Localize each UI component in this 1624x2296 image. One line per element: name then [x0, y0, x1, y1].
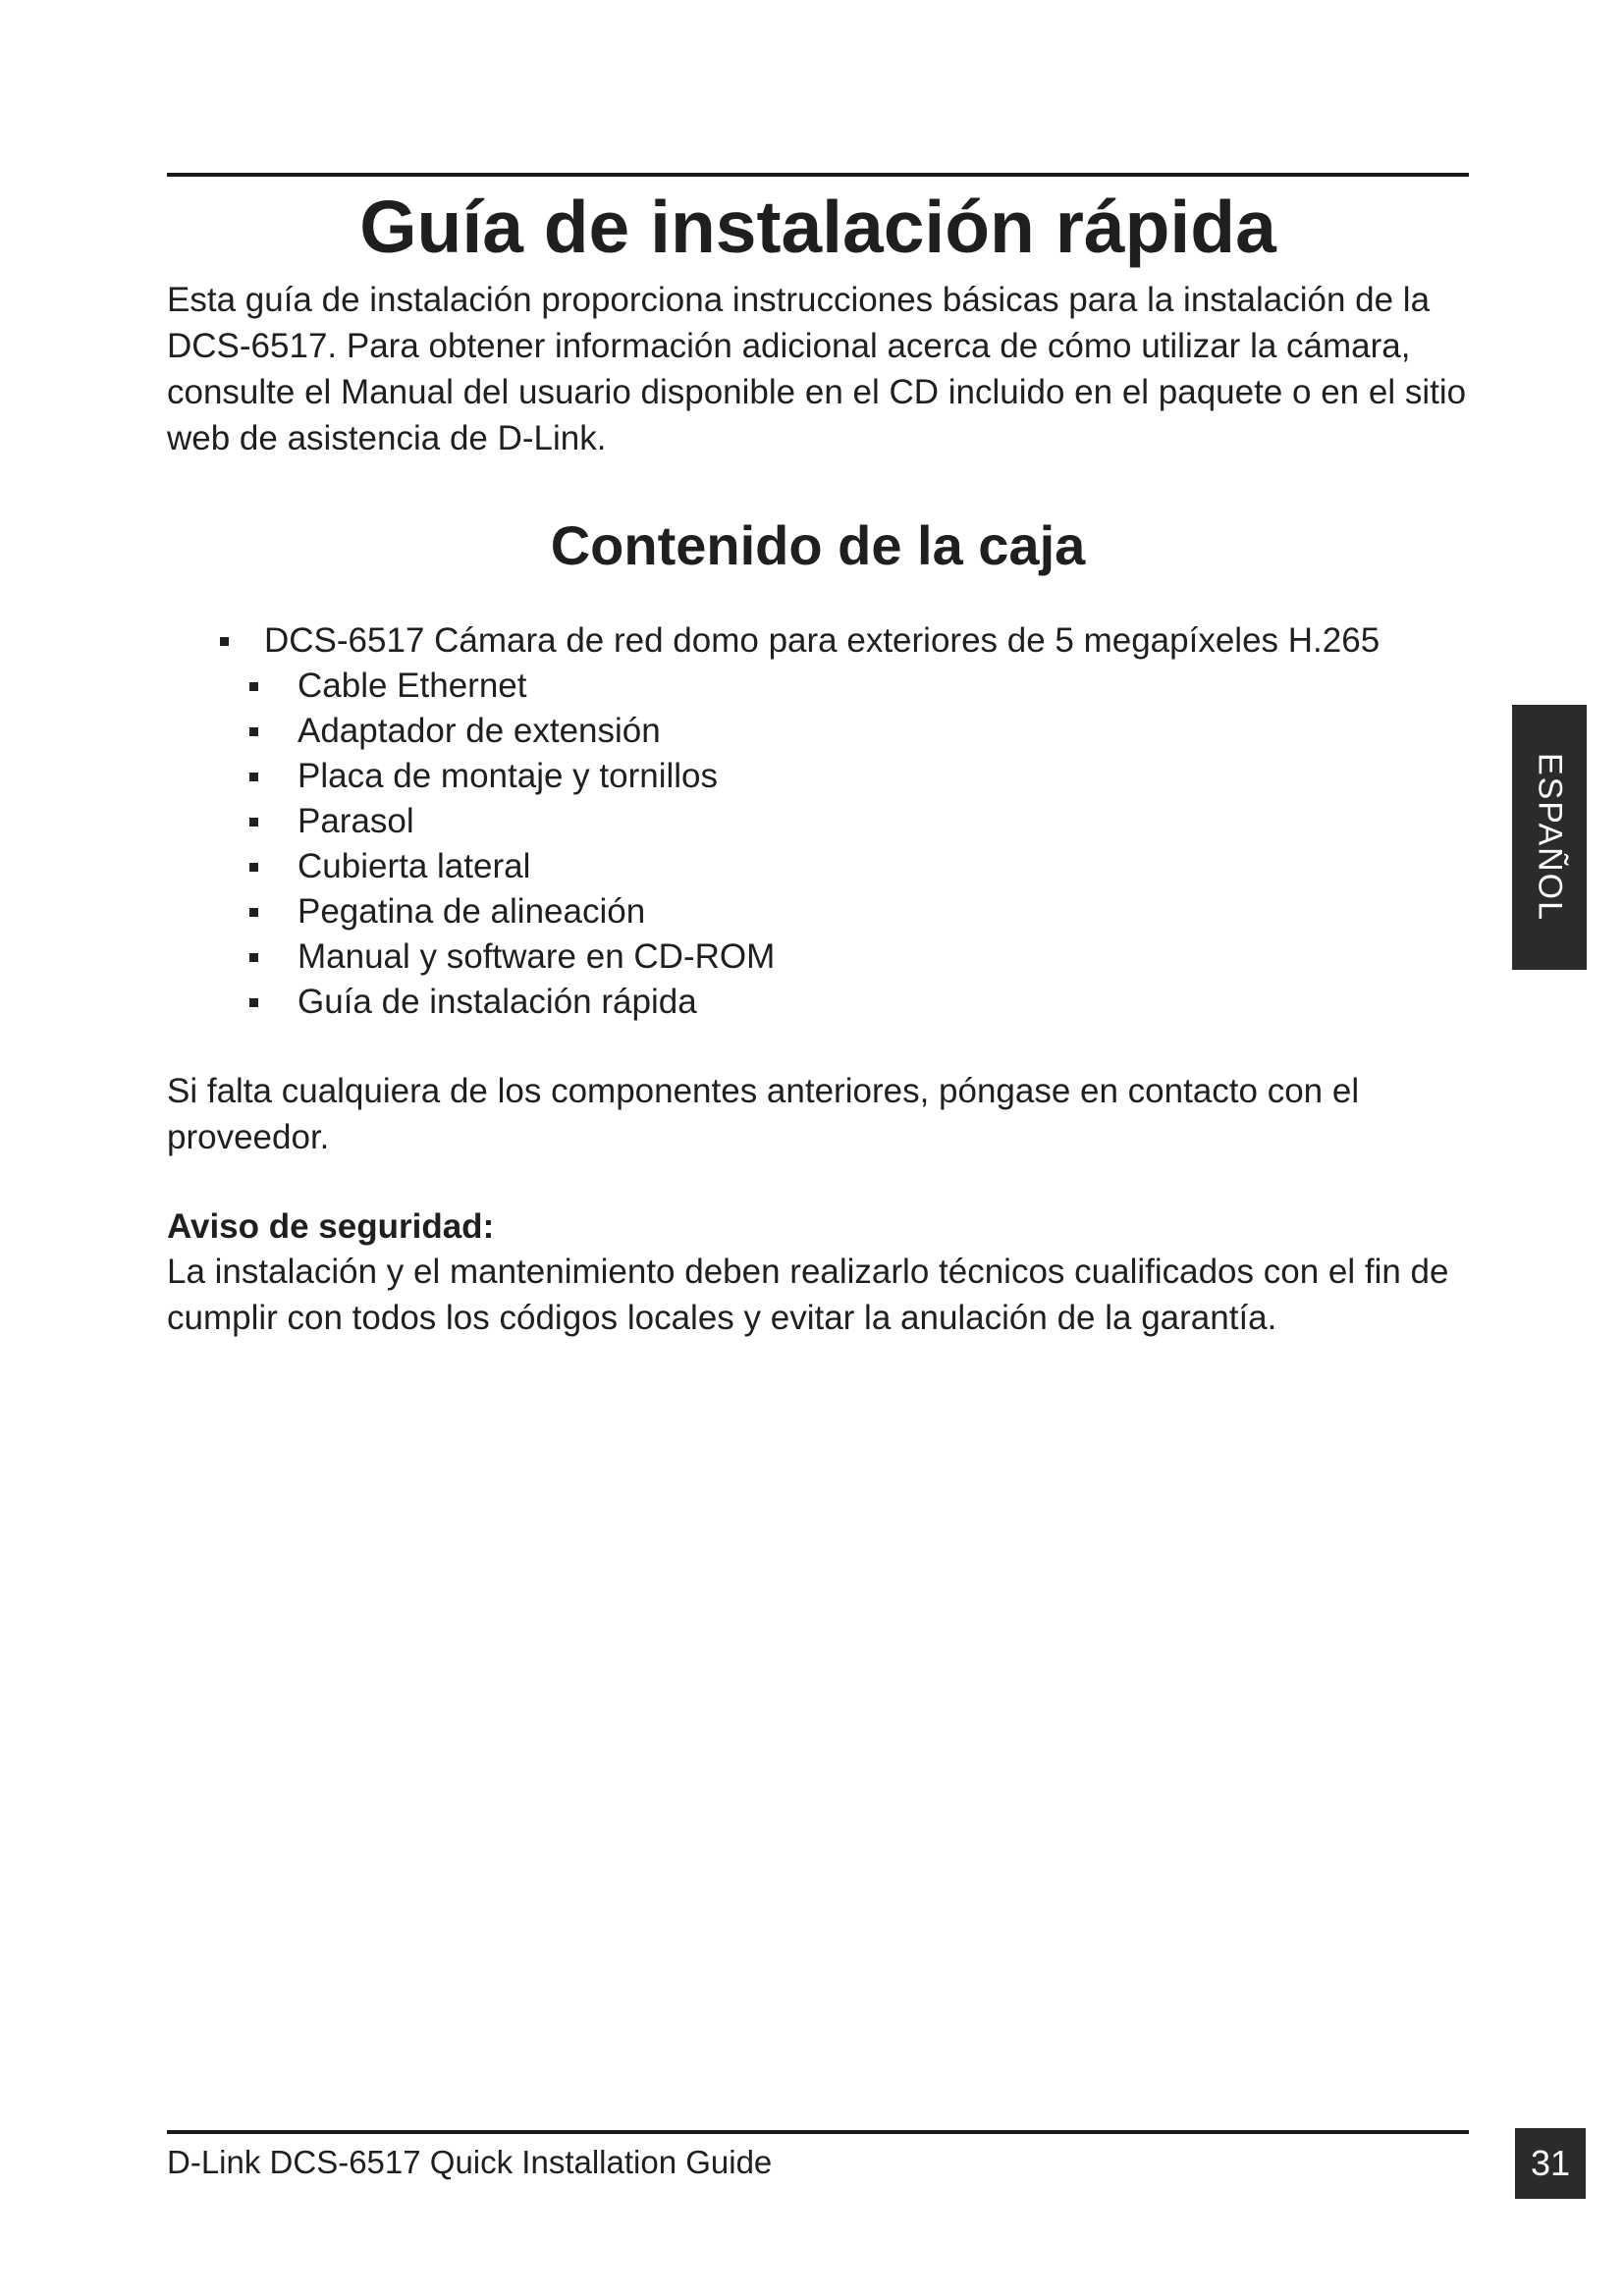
page-title: Guía de instalación rápida	[359, 186, 1276, 268]
bullet-icon	[249, 908, 258, 917]
intro-paragraph: Esta guía de instalación proporciona instrucciones básicas para la instalación de la DCS-6517. Para obtener información adicional acerca de cómo utilizar la cámara, consulte el Manual del usuario disponible en el CD incluido en el paquete o en el sitio web de asistencia de D-Link.	[167, 281, 1467, 457]
bullet-icon	[249, 953, 258, 962]
list-item	[0, 889, 1473, 934]
list-item	[0, 754, 1473, 799]
list-item	[0, 980, 1473, 1025]
list-item-text: Cable Ethernet	[298, 667, 527, 705]
safety-paragraph: La instalación y el mantenimiento deben realizarlo técnicos cualificados con el fin de cumplir con todos los códigos locales y evitar la anulación de la garantía.	[167, 1253, 1449, 1337]
list-item	[0, 709, 1473, 754]
list-item	[0, 844, 1473, 889]
list-item	[0, 934, 1473, 980]
language-tab	[1512, 705, 1587, 970]
bullet-icon	[249, 863, 258, 872]
box-contents-title: Contenido de la caja	[550, 514, 1086, 576]
list-item-text: Placa de montaje y tornillos	[298, 757, 718, 795]
list-item-text: Guía de instalación rápida	[298, 983, 697, 1021]
bullet-icon	[249, 727, 258, 736]
list-item-text: Pegatina de alineación	[298, 892, 646, 931]
bottom-divider	[167, 2130, 1469, 2134]
list-item-text: Adaptador de extensión	[298, 712, 661, 750]
safety-heading: Aviso de seguridad:	[167, 1207, 495, 1246]
bullet-icon	[220, 637, 229, 646]
list-item-text: Parasol	[298, 802, 414, 840]
list-item	[0, 799, 1473, 844]
missing-components-notice: Si falta cualquiera de los componentes anteriores, póngase en contacto con el proveedor.	[167, 1072, 1360, 1156]
list-item-text: DCS-6517 Cámara de red domo para exteriores de 5 megapíxeles H.265	[264, 621, 1380, 660]
list-item-text: Manual y software en CD-ROM	[298, 937, 776, 976]
bullet-icon	[249, 818, 258, 827]
bullet-icon	[249, 682, 258, 691]
list-item-text: Cubierta lateral	[298, 847, 531, 885]
language-tab-label: ESPAÑOL	[1531, 752, 1569, 923]
bullet-icon	[249, 998, 258, 1007]
list-item	[0, 664, 1473, 709]
list-item	[0, 618, 1473, 664]
bullet-icon	[249, 773, 258, 781]
footer-title: D-Link DCS-6517 Quick Installation Guide	[167, 2144, 773, 2180]
page-number: 31	[1515, 2128, 1586, 2199]
box-contents-list	[0, 618, 1473, 1025]
